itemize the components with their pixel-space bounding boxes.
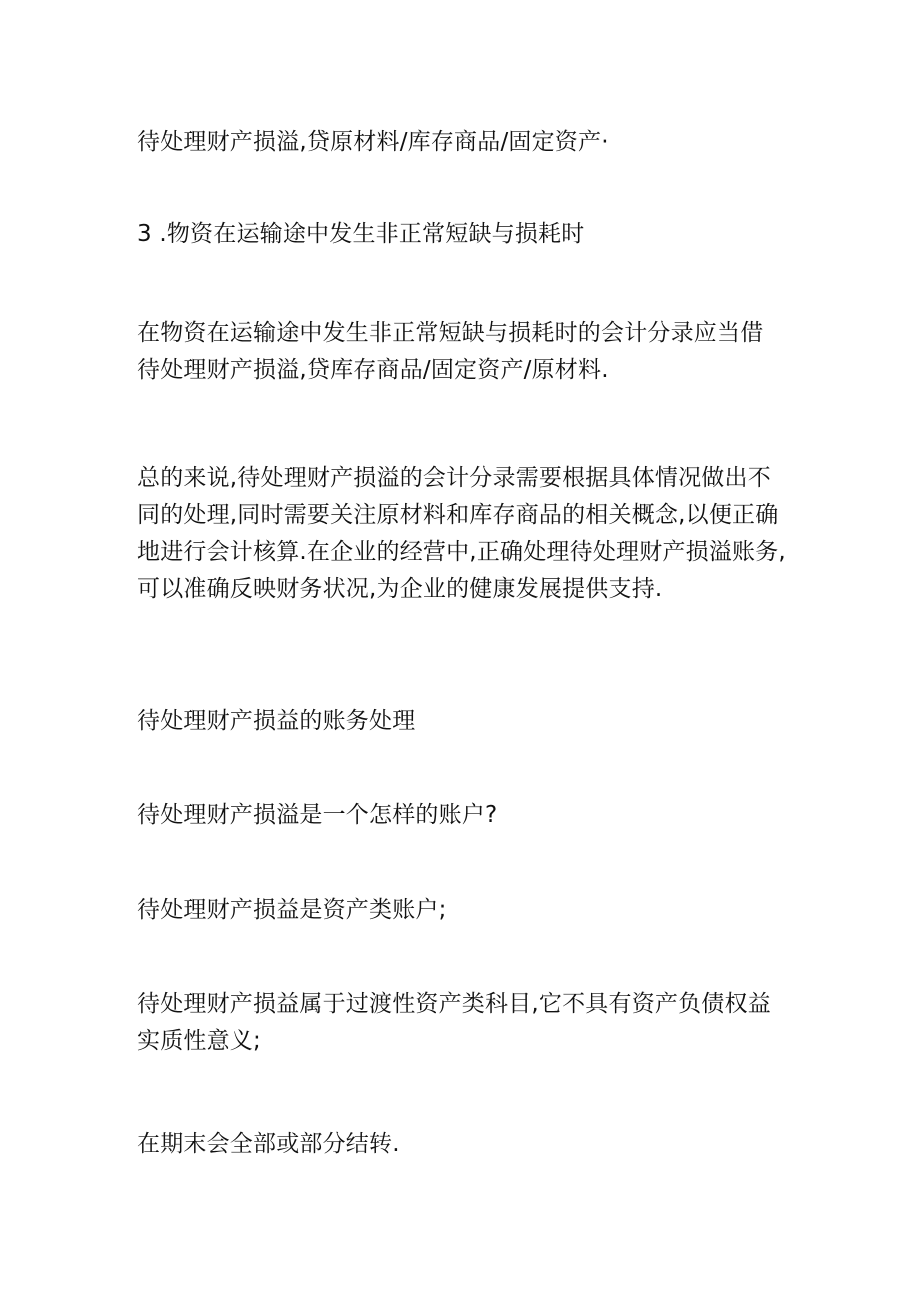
paragraph-line: 在期末会全部或部分结转. — [137, 1131, 400, 1157]
section-heading-accounting — [137, 703, 797, 740]
paragraph-line: 待处理财产损溢,贷原材料/库存商品/固定资产· — [137, 129, 609, 155]
paragraph-line: 待处理财产损溢,贷库存商品/固定资产/原材料. — [137, 357, 609, 383]
paragraph-line: 地进行会计核算.在企业的经营中,正确处理待处理财产损溢账务, — [137, 539, 786, 565]
paragraph-line: 在物资在运输途中发生非正常短缺与损耗时的会计分录应当借 — [137, 320, 764, 346]
paragraph-line: 待处理财产损益是资产类账户; — [137, 897, 447, 923]
paragraph-1 — [137, 124, 797, 161]
paragraph-line: 3 .物资在运输途中发生非正常短缺与损耗时 — [137, 221, 585, 247]
paragraph-line: 可以准确反映财务状况,为企业的健康发展提供支持. — [137, 576, 663, 602]
section-heading-3 — [137, 216, 797, 253]
paragraph-line: 同的处理,同时需要关注原材料和库存商品的相关概念,以便正确 — [137, 502, 779, 528]
paragraph-line: 待处理财产损益的账务处理 — [137, 708, 416, 734]
paragraph-transitional — [137, 986, 797, 1060]
paragraph-asset-account — [137, 892, 797, 929]
paragraph-3 — [137, 315, 797, 389]
paragraph-4 — [137, 460, 797, 608]
paragraph-line: 待处理财产损益属于过渡性资产类科目,它不具有资产负债权益 — [137, 991, 771, 1017]
paragraph-line: 待处理财产损溢是一个怎样的账户? — [137, 802, 498, 828]
paragraph-line: 实质性意义; — [137, 1028, 261, 1054]
paragraph-line: 总的来说,待处理财产损溢的会计分录需要根据具体情况做出不 — [137, 465, 771, 491]
paragraph-question — [137, 797, 797, 834]
paragraph-period-end — [137, 1126, 797, 1163]
